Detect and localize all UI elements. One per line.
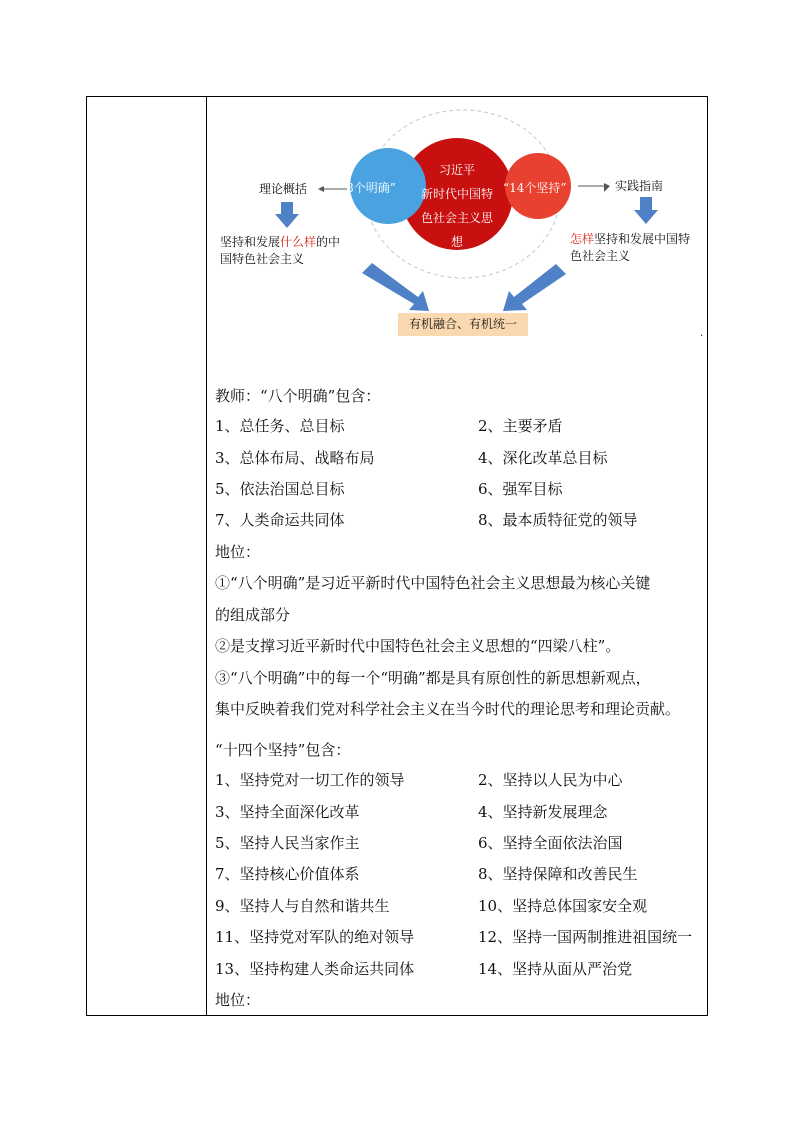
right-description: 怎样坚持和发展中国特 色社会主义	[570, 232, 691, 263]
right-bubble-label: “14个坚持”	[503, 181, 567, 195]
fourteen-status-title: 地位：	[215, 991, 261, 1009]
arrow-down-left	[275, 202, 299, 228]
eight-status-line: ③“八个明确”中的每一个“明确”都是具有原创性的新思想新观点，	[215, 669, 651, 687]
eight-item: 3、总体布局、战略布局	[215, 449, 375, 467]
arrow-diag-left	[362, 263, 429, 311]
fourteen-heading: “十四个坚持”包含：	[215, 741, 351, 759]
eight-status-line: ②是支撑习近平新时代中国特色社会主义思想的“四梁八柱”。	[215, 637, 621, 655]
fourteen-item: 9、坚持人与自然和谐共生	[215, 897, 390, 915]
fourteen-item: 10、坚持总体国家安全观	[478, 897, 648, 915]
eight-heading: 教师：“八个明确”包含：	[215, 387, 381, 405]
fourteen-item: 2、坚持以人民为中心	[478, 771, 623, 789]
eight-item: 4、深化改革总目标	[478, 449, 608, 467]
concept-diagram	[0, 0, 794, 350]
fourteen-item: 3、坚持全面深化改革	[215, 803, 360, 821]
eight-status-line: ①“八个明确”是习近平新时代中国特色社会主义思想最为核心关键	[215, 574, 651, 592]
eight-item: 6、强军目标	[478, 480, 563, 498]
eight-status-line: 集中反映着我们党对科学社会主义在当今时代的理论思考和理论贡献。	[215, 700, 681, 718]
fourteen-item: 14、坚持从面从严治党	[478, 960, 633, 978]
fourteen-item: 4、坚持新发展理念	[478, 803, 608, 821]
eight-item: 8、最本质特征党的领导	[478, 511, 638, 529]
fourteen-item: 11、坚持党对军队的绝对领导	[215, 928, 415, 946]
fourteen-item: 8、坚持保障和改善民生	[478, 865, 638, 883]
eight-status-title: 地位：	[215, 543, 261, 561]
arrow-right-thin-head	[604, 183, 610, 192]
eight-item: 7、人类命运共同体	[215, 511, 345, 529]
fourteen-item: 1、坚持党对一切工作的领导	[215, 771, 405, 789]
eight-item: 5、依法治国总目标	[215, 480, 345, 498]
eight-status-line: 的组成部分	[215, 606, 291, 624]
eight-item: 1、总任务、总目标	[215, 417, 345, 435]
fourteen-item: 13、坚持构建人类命运共同体	[215, 960, 415, 978]
right-label: 实践指南	[615, 179, 664, 193]
left-bubble-label: “8个明确”	[340, 181, 396, 195]
eight-item: 2、主要矛盾	[478, 417, 563, 435]
left-description: 坚持和发展什么样的中 国特色社会主义	[220, 235, 341, 266]
result-box: 有机融合、有机统一	[398, 313, 528, 336]
fourteen-item: 5、坚持人民当家作主	[215, 834, 360, 852]
fourteen-item: 12、坚持一国两制推进祖国统一	[478, 928, 693, 946]
center-circle-text: 习近平 新时代中国特 色社会主义思 想	[420, 163, 493, 249]
fourteen-item: 6、坚持全面依法治国	[478, 834, 623, 852]
arrow-down-right	[634, 197, 658, 224]
arrow-diag-right	[503, 264, 566, 311]
left-label: 理论概括	[259, 182, 308, 196]
fourteen-item: 7、坚持核心价值体系	[215, 865, 360, 883]
arrow-left-thin-head	[318, 186, 324, 192]
stray-dot: .	[700, 328, 704, 339]
